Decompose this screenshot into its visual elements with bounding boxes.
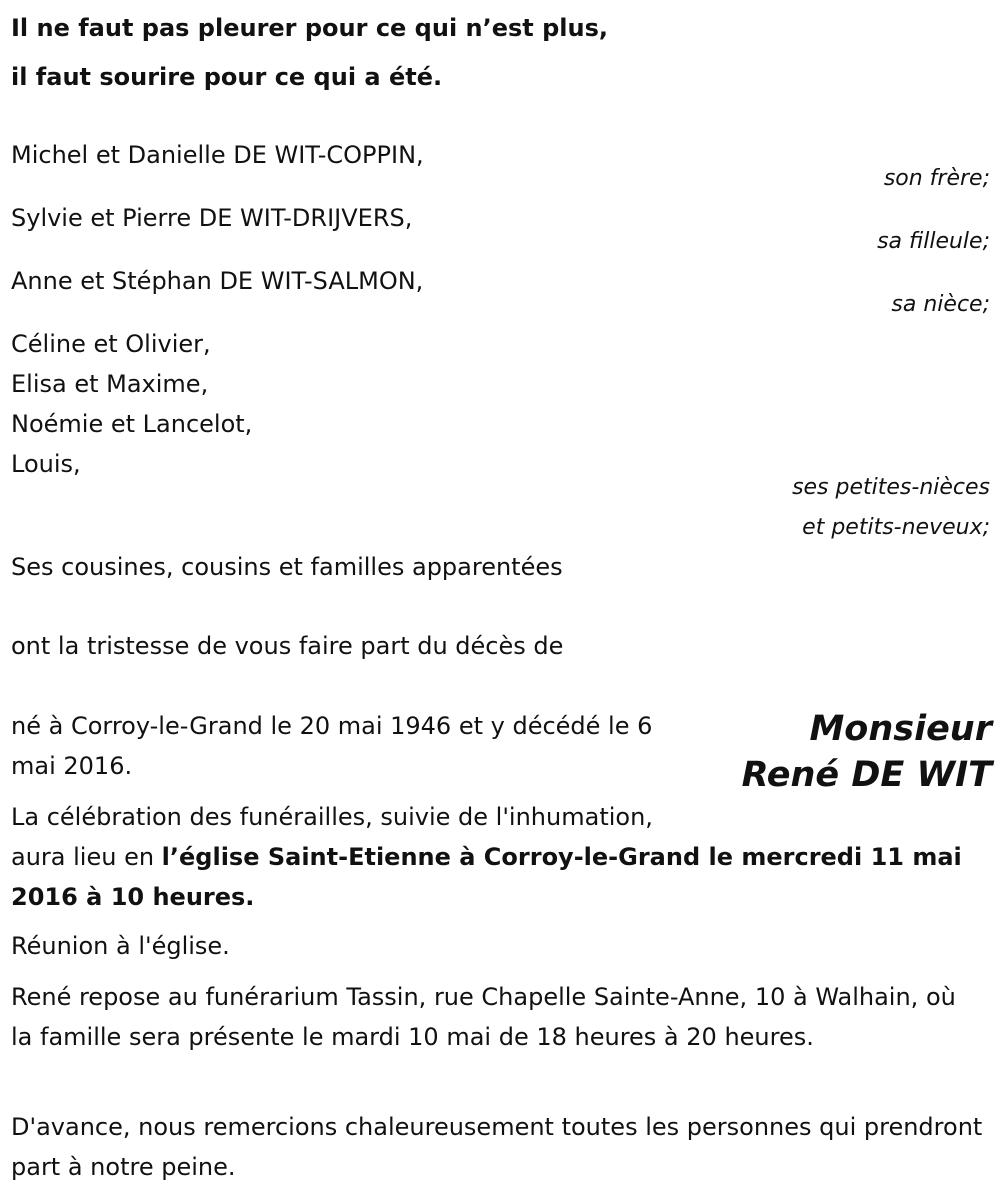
family-name-1: Michel et Danielle DE WIT-COPPIN, [11,141,424,169]
birth-death-line-1: né à Corroy-le-Grand le 20 mai 1946 et y décédé le 6 [11,712,653,740]
family-name-3: Anne et Stéphan DE WIT-SALMON, [11,267,424,295]
grandchildren-relation-1: ses petites-nièces [792,475,990,500]
funerarium-paragraph: René repose au funérarium Tassin, rue Chapelle Sainte-Anne, 10 à Walhain, où la famille sera présente le mardi 10 mai de 18 heures à 20 heures. [11,983,956,1051]
quote-line-1: Il ne faut pas pleurer pour ce qui n’est plus, [11,14,609,42]
quote-line-2: il faut sourire pour ce qui a été. [11,63,443,91]
deceased-name-block [742,706,992,798]
family-name-2: Sylvie et Pierre DE WIT-DRIJVERS, [11,204,413,232]
grandchild-4: Louis, [11,450,81,478]
ceremony-intro: La célébration des funérailles, suivie de l'inhumation, [11,803,653,831]
birth-death-line-2: mai 2016. [11,752,133,780]
grandchild-2: Elisa et Maxime, [11,370,209,398]
grandchild-1: Céline et Olivier, [11,330,211,358]
deceased-name: René DE WIT [741,755,992,795]
family-relation-1: son frère; [883,166,990,191]
thanks-paragraph: D'avance, nous remercions chaleureusement toutes les personnes qui prendront part à notre peine. [11,1113,983,1181]
cousins-line: Ses cousines, cousins et familles apparentées [11,553,563,581]
grandchildren-relation-2: et petits-neveux; [802,515,990,540]
reunion-line: Réunion à l'église. [11,932,230,960]
ceremony-details [11,837,996,917]
family-relation-2: sa filleule; [877,229,990,254]
deceased-title: Monsieur [809,709,992,749]
grandchild-3: Noémie et Lancelot, [11,410,253,438]
ceremony-lead: aura lieu en [11,843,162,871]
announcement-line: ont la tristesse de vous faire part du décès de [11,632,564,660]
family-relation-3: sa nièce; [891,292,990,317]
ceremony-place-date: l’église Saint-Etienne à Corroy-le-Grand le mercredi 11 mai 2016 à 10 heures. [11,843,962,911]
